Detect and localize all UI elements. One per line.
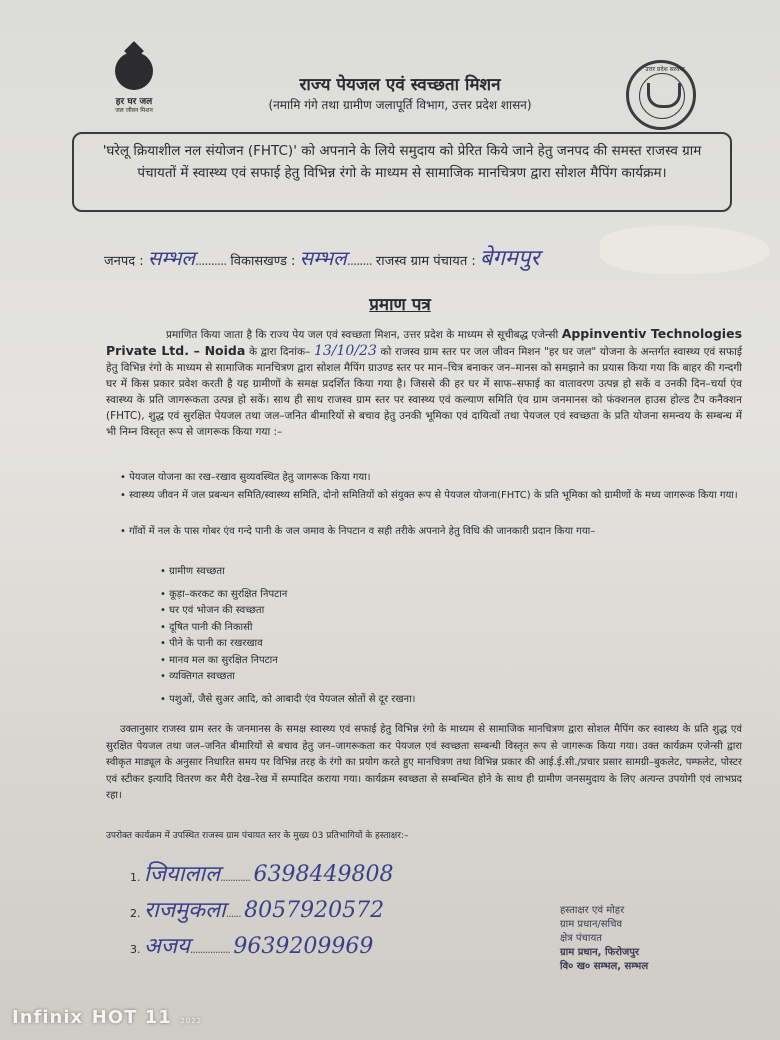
bullet-2: • स्वास्थ्य जीवन में जल प्रबन्धन समिति/स्वास्थ्य समिति, दोनो समितियों को संयुक्त रूप से पेयजल योजना(FHTC) के प्रति भूमिका को ग्रामीणों के मध्य जागरूक किया गया। bbox=[120, 490, 738, 501]
seal-text: उत्तर प्रदेश सरकार bbox=[645, 66, 685, 73]
location-fields: जनपद : सम्भल.......... विकासखण्ड : सम्भल........ राजस्व ग्राम पंचायत : बेगमपुर bbox=[104, 246, 540, 271]
list-item: • कूड़ा–करकट का सुरक्षित निपटान bbox=[160, 587, 560, 604]
para1-mid: के द्वारा दिनांक– bbox=[248, 346, 311, 358]
district-label: जनपद : bbox=[104, 254, 144, 269]
logo-left-text: हर घर जल bbox=[115, 97, 153, 107]
participant-phone: 9639209969 bbox=[233, 934, 374, 959]
block-label: विकासखण्ड : bbox=[230, 254, 296, 269]
signatory-line2: ग्राम प्रधान/सचिव bbox=[560, 919, 622, 930]
watermark-model: HOT 11 bbox=[91, 1007, 172, 1028]
logo-left-sub: जल जीवन मिशन bbox=[115, 107, 153, 114]
participant-num: 1. bbox=[130, 871, 141, 884]
district-value: सम्भल bbox=[147, 246, 195, 270]
list-item: • व्यक्तिगत स्वच्छता bbox=[160, 669, 560, 686]
har-ghar-jal-logo bbox=[104, 52, 164, 122]
gp-value: बेगमपुर bbox=[479, 246, 540, 271]
para1-line1: प्रमाणित किया जाता है कि राज्य पेय जल एवं स्वच्छता मिशन, उत्तर प्रदेश के माध्यम से सूचीबद्ध एजेन्सी bbox=[166, 329, 559, 341]
participant-name: राजमुकला bbox=[144, 898, 226, 923]
certificate-paragraph-1 bbox=[106, 326, 742, 440]
certificate-title: प्रमाण पत्र bbox=[369, 295, 431, 315]
participant-row: 1. जियालाल............ 6398449808 bbox=[130, 862, 394, 887]
program-date: 13/10/23 bbox=[313, 343, 377, 359]
water-drop-icon bbox=[115, 52, 153, 90]
list-item: • ग्रामीण स्वच्छता bbox=[160, 564, 560, 581]
stamp-line2: वि० ख० सम्भल, सम्भल bbox=[560, 961, 649, 972]
list-item: • पीने के पानी का रखरखाव bbox=[160, 636, 560, 653]
stamp-line1: ग्राम प्रधान, फिरोजपुर bbox=[560, 947, 640, 958]
para1-after-date: को राजस्व ग्राम स्तर पर जल bbox=[380, 346, 489, 358]
participant-phone: 8057920572 bbox=[244, 898, 385, 923]
bow-arrow-icon bbox=[647, 83, 681, 108]
signatory-stamp bbox=[560, 904, 720, 974]
participant-name: जियालाल bbox=[144, 862, 221, 887]
watermark-brand: Infinix bbox=[12, 1007, 84, 1028]
up-government-seal bbox=[626, 60, 696, 130]
para1-rest: जीवन मिशन "हर घर जल" योजना के अन्तर्गत स्वास्थ्य एवं सफाई हेतु विभिन्न रंगो के माध्यम से सामाजिक मानचित्रण द्वारा सोशल मैपिंग ग्राउण्ड स्तर पर मान–चित्र बनाकर जन–मानस को समझाने का प्रयास किया गया कि बाहर की गन्दगी घर में किस प्रकार प्रवेश करती है यह ग्रामीणों के समक्ष प्रदर्शित किया गया है। जिससे की हर घर में साफ–सफाई का वातावरण उत्पन्न हो सकें व उनकी दिन–चर्या एंव स्वास्थ्य के प्रति जागरूकता उत्पन्न हो सकें। साथ ही साथ राजस्व ग्राम स्तर पर स्वास्थ्य एवं कल्याण समिति एंव ग्राम जनमानस को फंक्शनल हाउस होल्ड टैप कनैक्शन (FHTC), शुद्ध एवं सुरक्षित पेयजल तथा जल–जनित बीमारियों से बचाव हेतु उनकी भूमिका एवं दायित्वों तथा पेयजल एवं स्वच्छता के प्रति योजना समन्वय के सम्बन्ध में भी निम्न विस्तृत रूप से जागरूक किया गया :– bbox=[106, 346, 742, 438]
camera-watermark bbox=[12, 1004, 202, 1029]
list-item: • दूषित पानी की निकासी bbox=[160, 620, 560, 637]
list-item: • पशुओं, जैसे सुअर आदि, को आबादी एंव पेयजल स्रोतों से दूर रखना। bbox=[160, 692, 580, 709]
subject-box: 'घरेलू क्रियाशील नल संयोजन (FHTC)' को अपनाने के लिये समुदाय को प्रेरित किये जाने हेतु जनपद की समस्त राजस्व ग्राम पंचायतों में स्वास्थ्य एवं सफाई हेतु विभिन्न रंगो के माध्यम से सामाजिक मानचित्रण द्वारा सोशल मैपिंग कार्यक्रम। bbox=[72, 132, 732, 212]
participant-row: 2. राजमुकला...... 8057920572 bbox=[130, 898, 385, 923]
certificate-paragraph-2: उक्तानुसार राजस्व ग्राम स्तर के जनमानस के समक्ष स्वास्थ्य एवं सफाई हेतु विभिन्न रंगो के माध्यम से सामाजिक मानचित्रण द्वारा सोशल मैपिंग कर स्वास्थ्य के प्रति शुद्ध एवं सुरक्षित पेयजल तथा जल–जनित बीमारियों से बचाव हेतु जन–जागरूकता कर पेयजल एवं स्वच्छता सम्बन्धी विस्तृत रूप से जागरूक किया गया। उक्त कार्यक्रम एजेन्सी द्वारा स्वीकृत माड्यूल के अनुसार निधारित समय पर विभिन्न तरह के रंगो का प्रयोग करते हुए मानचित्रण तथा विभिन्न प्रकार की आई.ई.सी./प्रचार प्रसार सामग्री–बुकलेट, पम्फलेट, पोस्टर एवं स्टीकर इत्यादि वितरण कर मैरी देख–रेख में सम्पादित कराया गया। कार्यक्रम स्वच्छता से सम्बन्धित होने के साथ ही ग्रामीण जनसमुदाय के लिए अत्यन्त उपयोगी एवं लाभप्रद रहा। bbox=[106, 724, 742, 801]
bullet-3: • गॉवों में नल के पास गोबर एंव गन्दे पानी के जल जमाव के निपटान व सही तरीके अपनाने हेतु विधि की जानकारी प्रदान किया गया– bbox=[120, 526, 596, 537]
block-value: सम्भल bbox=[299, 246, 347, 270]
org-title: राज्य पेयजल एवं स्वच्छता मिशन bbox=[299, 75, 501, 95]
list-item: • घर एवं भोजन की स्वच्छता bbox=[160, 603, 560, 620]
bullet-1: • पेयजल योजना का रख–रखाव सुव्यवस्थित हेतु जागरूक किया गया। bbox=[120, 472, 371, 483]
signatory-line3: क्षेत्र पंचायत bbox=[560, 933, 602, 944]
list-item: • मानव मल का सुरक्षित निपटान bbox=[160, 653, 560, 670]
signatory-line1: हस्ताक्षर एवं मोहर bbox=[560, 905, 625, 916]
participants-heading: उपरोक्त कार्यक्रम में उपस्थित राजस्व ग्राम पंचायत स्तर के मुख्य 03 प्रतिभागियों के हस्ताक्षर:– bbox=[106, 831, 409, 841]
agency-name: Appinventiv Technologies Private Ltd. – Noida bbox=[106, 326, 743, 358]
participant-row: 3. अजय................ 9639209969 bbox=[130, 934, 374, 959]
watermark-year: 2022 bbox=[180, 1017, 203, 1025]
participant-phone: 6398449808 bbox=[253, 862, 394, 887]
participant-name: अजय bbox=[144, 934, 190, 959]
org-subtitle: (नमामि गंगे तथा ग्रामीण जलापूर्ति विभाग, उत्तर प्रदेश शासन) bbox=[268, 98, 532, 112]
participant-num: 2. bbox=[130, 907, 141, 920]
gp-label: राजस्व ग्राम पंचायत : bbox=[375, 254, 476, 269]
hygiene-topics-list bbox=[160, 564, 560, 708]
participant-num: 3. bbox=[130, 943, 141, 956]
